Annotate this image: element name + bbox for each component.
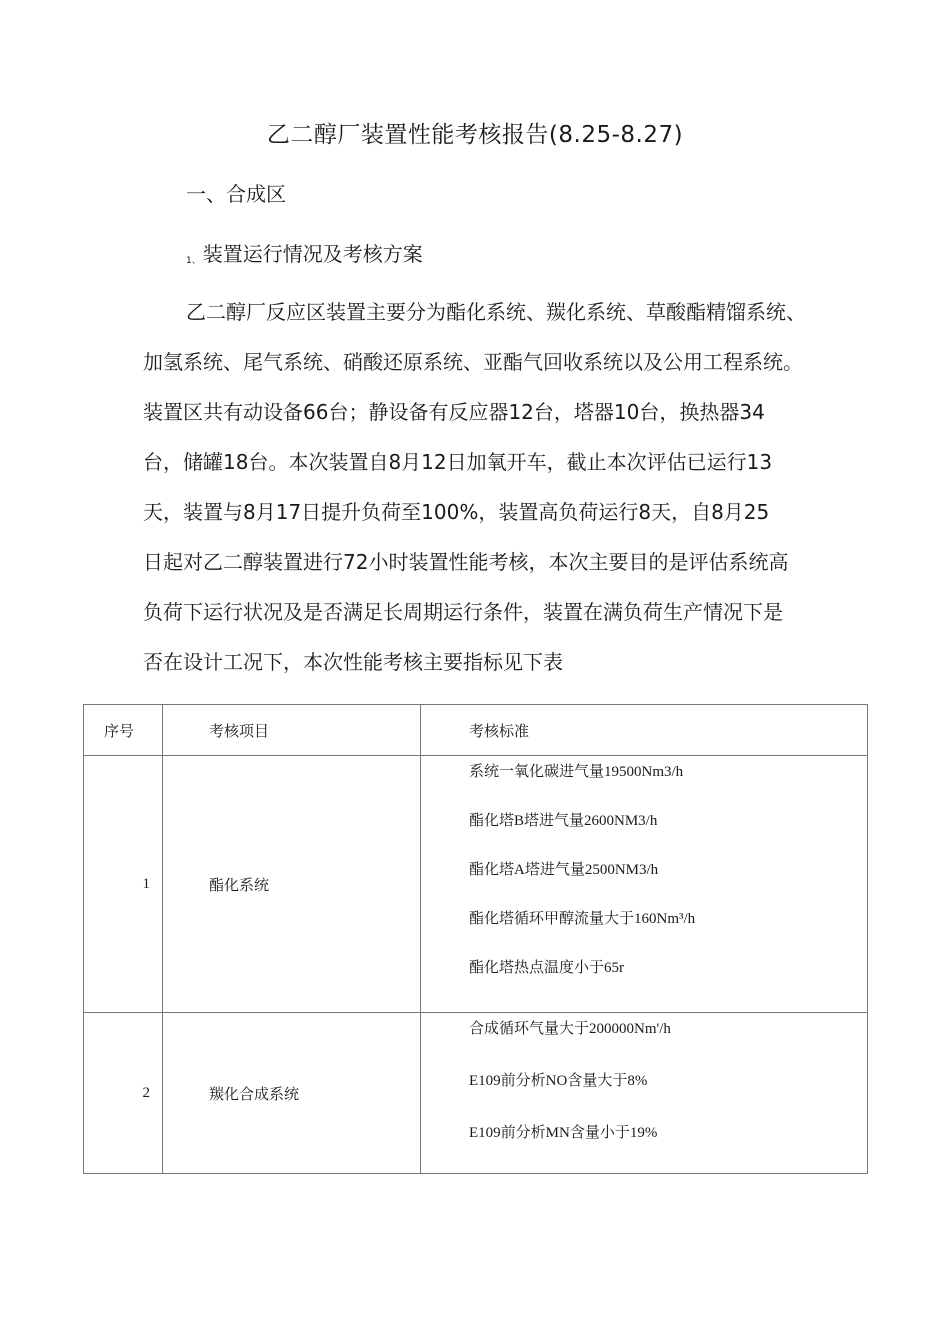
standard-item: 酯化塔循环甲醇流量大于160Nm³/h [469,911,696,927]
paragraph-line: 天，装置与8月17日提升负荷至100%，装置高负荷运行8天，自8月25 [143,500,770,524]
header-cell-item: 考核项目 [163,705,421,756]
paragraph-line: 装置区共有动设备66台；静设备有反应器12台，塔器10台，换热器34 [143,400,765,424]
subsection-number: 1、 [186,256,201,266]
header-cell-no: 序号 [84,705,163,756]
paragraph-line: 台，储罐18台。本次装置自8月12日加氧开车，截止本次评估已运行13 [143,450,773,474]
body-paragraph [143,287,873,687]
standard-item: E109前分析NO含量大于8% [469,1073,648,1089]
standard-item: E109前分析MN含量小于19% [469,1125,658,1141]
row-number: 2 [84,1013,163,1174]
page-title: 乙二醇厂装置性能考核报告(8.25-8.27) [266,122,684,148]
row-standards [421,1013,868,1174]
standard-item: 系统一氧化碳进气量19500Nm3/h [469,764,684,780]
standard-item: 合成循环气量大于200000Nm'/h [469,1021,671,1037]
table-row [84,1013,868,1174]
standard-item: 酯化塔热点温度小于65r [469,960,624,976]
row-item: 酯化系统 [163,756,421,1013]
header-cell-standard: 考核标准 [421,705,868,756]
paragraph-line: 否在设计工况下，本次性能考核主要指标见下表 [143,650,563,674]
row-standards [421,756,868,1013]
paragraph-line: 加氢系统、尾气系统、硝酸还原系统、亚酯气回收系统以及公用工程系统。 [143,350,803,374]
paragraph-line: 负荷下运行状况及是否满足长周期运行条件，装置在满负荷生产情况下是 [143,600,783,624]
row-item: 羰化合成系统 [163,1013,421,1174]
row-number: 1 [84,756,163,1013]
paragraph-line: 乙二醇厂反应区装置主要分为酯化系统、羰化系统、草酸酯精馏系统、 [186,300,806,324]
subsection-text: 装置运行情况及考核方案 [202,242,423,266]
table-header-row [84,705,868,756]
table-row [84,756,868,1013]
standard-item: 酯化塔A塔进气量2500NM3/h [469,862,659,878]
standard-item: 酯化塔B塔进气量2600NM3/h [469,813,658,829]
assessment-table [83,704,868,1174]
subsection-heading [186,238,423,267]
section-heading: 一、合成区 [186,182,286,206]
paragraph-line: 日起对乙二醇装置进行72小时装置性能考核，本次主要目的是评估系统高 [143,550,789,574]
